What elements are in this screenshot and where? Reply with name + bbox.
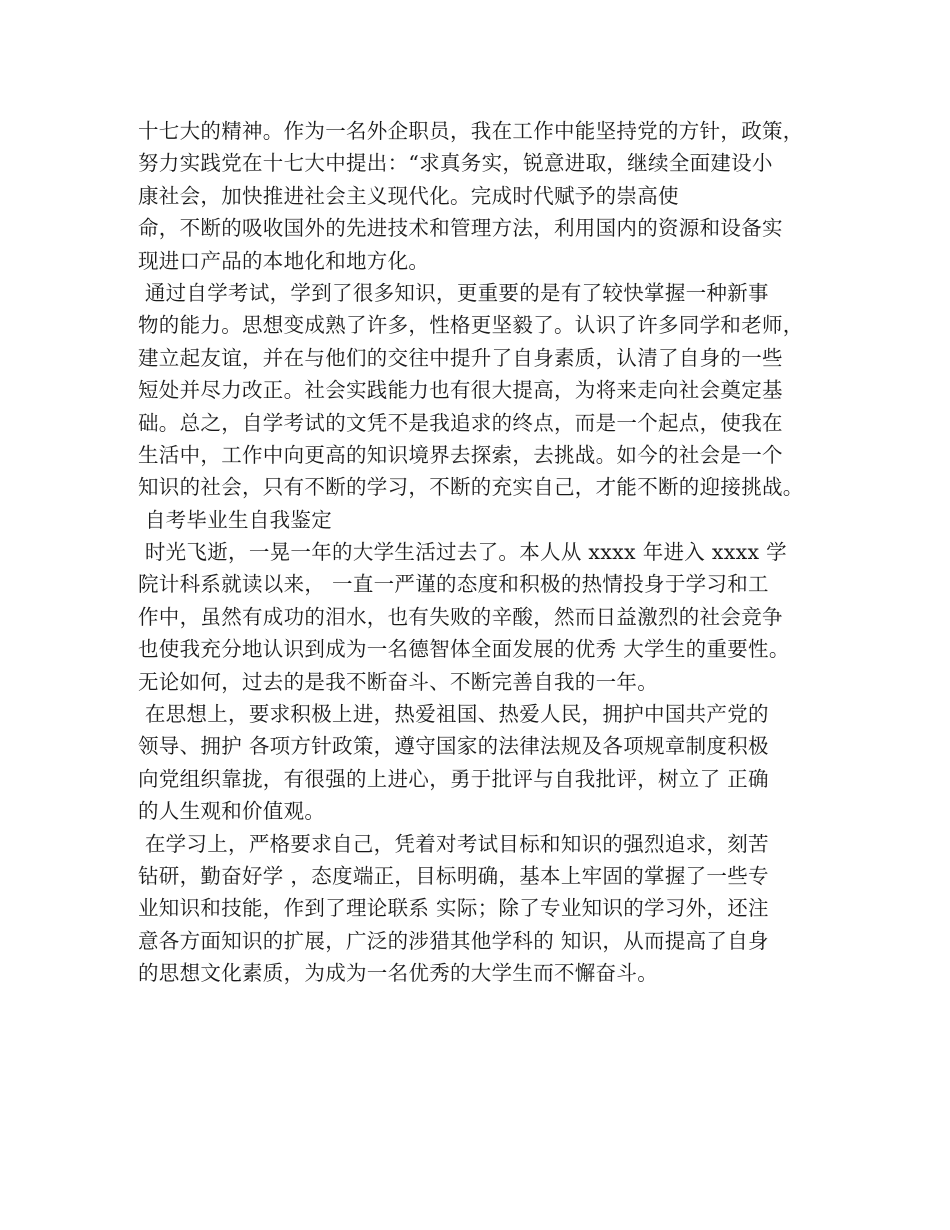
text-line: 院计科系就读以来， 一直一严谨的态度和积极的热情投身于学习和工 bbox=[138, 572, 769, 597]
text-line: 业知识和技能，作到了理论联系 实际；除了专业知识的学习外，还注 bbox=[138, 896, 769, 921]
text-line: 通过自学考试，学到了很多知识，更重要的是有了较快掌握一种新事 bbox=[138, 280, 769, 305]
text-line: 时光飞逝，一晃一年的大学生活过去了。本人从 xxxx 年进入 xxxx 学 bbox=[138, 540, 787, 565]
document-body bbox=[138, 115, 838, 990]
text-line: 在学习上，严格要求自己，凭着对考试目标和知识的强烈追求，刻苦 bbox=[138, 831, 769, 856]
text-line: 现进口产品的本地化和地方化。 bbox=[138, 248, 430, 273]
text-line: 础。总之，自学考试的文凭不是我追求的终点，而是一个起点，使我在 bbox=[138, 410, 783, 435]
text-line: 建立起友谊，并在与他们的交往中提升了自身素质，认清了自身的一些 bbox=[138, 345, 783, 370]
text-line: 努力实践党在十七大中提出：“求真务实，锐意进取，继续全面建设小 bbox=[138, 151, 773, 176]
text-line: 短处并尽力改正。社会实践能力也有很大提高，为将来走向社会奠定基 bbox=[138, 378, 783, 403]
text-line: 向党组织靠拢，有很强的上进心，勇于批评与自我批评，树立了 正确 bbox=[138, 766, 769, 791]
text-line: 意各方面知识的扩展，广泛的涉猎其他学科的 知识，从而提高了自身 bbox=[138, 928, 769, 953]
text-line: 生活中，工作中向更高的知识境界去探索，去挑战。如今的社会是一个 bbox=[138, 442, 783, 467]
text-line: 作中，虽然有成功的泪水，也有失败的辛酸，然而日益激烈的社会竞争 bbox=[138, 604, 783, 629]
text-line: 命，不断的吸收国外的先进技术和管理方法，利用国内的资源和设备实 bbox=[138, 216, 783, 241]
text-line: 也使我充分地认识到成为一名德智体全面发展的优秀 大学生的重要性。 bbox=[138, 637, 790, 662]
text-line: 康社会，加快推进社会主义现代化。完成时代赋予的崇高使 bbox=[138, 183, 679, 208]
text-line: 十七大的精神。作为一名外企职员，我在工作中能坚持党的方针，政策， bbox=[138, 119, 804, 143]
text-line: 钻研，勤奋好学 ，态度端正，目标明确，基本上牢固的掌握了一些专 bbox=[138, 863, 769, 888]
text-line: 物的能力。思想变成熟了许多，性格更坚毅了。认识了许多同学和老师， bbox=[138, 313, 804, 338]
text-line: 领导、拥护 各项方针政策，遵守国家的法律法规及各项规章制度积极 bbox=[138, 734, 769, 759]
text-line: 知识的社会，只有不断的学习，不断的充实自己，才能不断的迎接挑战。 bbox=[138, 475, 804, 500]
text-line: 在思想上，要求积极上进，热爱祖国、热爱人民，拥护中国共产党的 bbox=[138, 702, 769, 727]
text-line: 的人生观和价值观。 bbox=[138, 799, 326, 824]
text-line: 的思想文化素质，为成为一名优秀的大学生而不懈奋斗。 bbox=[138, 961, 658, 986]
text-line: 无论如何，过去的是我不断奋斗、不断完善自我的一年。 bbox=[138, 669, 658, 694]
section-heading: 自考毕业生自我鉴定 bbox=[138, 507, 333, 532]
